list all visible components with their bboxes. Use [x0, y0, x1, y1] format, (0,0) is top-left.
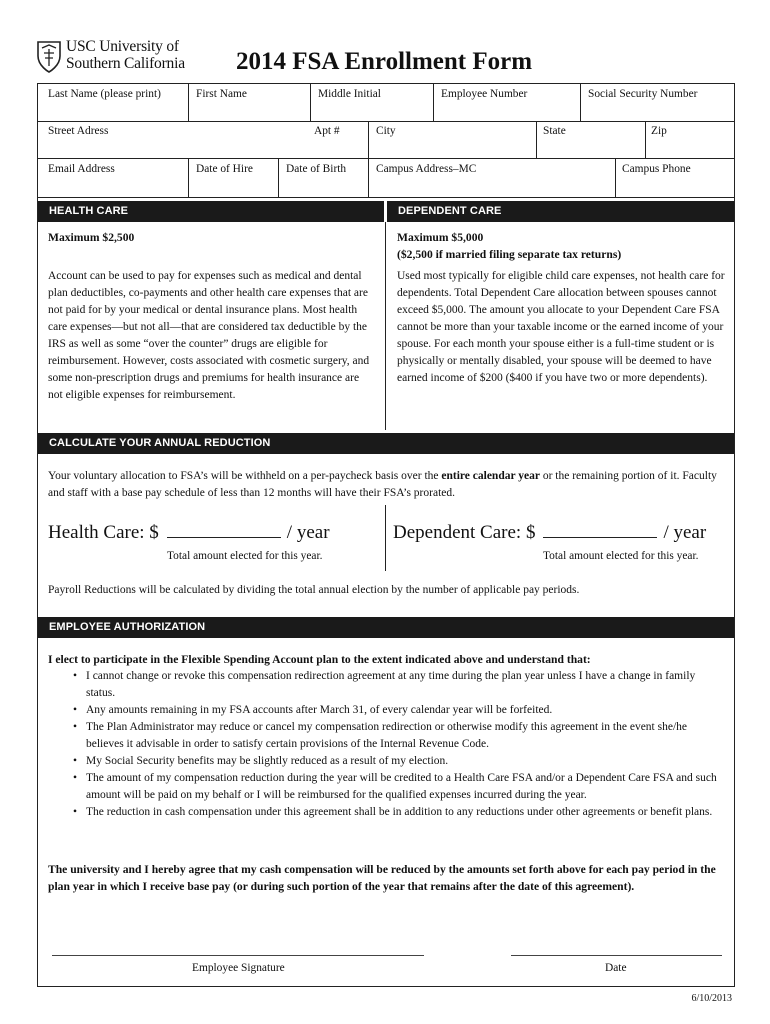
list-item: • My Social Security benefits may be slightly reduced as a result of my election. — [86, 753, 726, 770]
field-campus-phone[interactable]: Campus Phone — [622, 163, 691, 175]
authorization-terms-list — [72, 668, 726, 821]
agreement-statement: The university and I hereby agree that my cash compensation will be reduced by the amounts set forth above for each pay period in the plan year in which I receive base pay (or during such portion of the year that remains after the date of this agreement). — [48, 863, 716, 893]
form-title: 2014 FSA Enrollment Form — [236, 48, 533, 75]
health-care-amount: Health Care: $ / year — [48, 522, 330, 543]
field-street-address[interactable]: Street Adress — [48, 125, 109, 137]
list-item: • Any amounts remaining in my FSA accounts after March 31, of every calendar year will be forfeited. — [86, 702, 726, 719]
health-care-maximum: Maximum $2,500 — [48, 231, 135, 244]
grid-divider — [278, 158, 279, 197]
dependent-care-amount: Dependent Care: $ / year — [393, 522, 707, 543]
grid-divider — [37, 158, 735, 159]
grid-divider — [368, 121, 369, 197]
annual-reduction-heading: CALCULATE YOUR ANNUAL REDUCTION — [38, 433, 734, 454]
field-state[interactable]: State — [543, 125, 566, 137]
field-first-name[interactable]: First Name — [196, 88, 247, 100]
list-item: • The Plan Administrator may reduce or cancel my compensation redirection or otherwise modify this agreement in the event she/he believes it advisable in order to satisfy certain provisions of the Internal Revenue Code. — [86, 719, 726, 753]
grid-divider — [188, 83, 189, 121]
revision-date: 6/10/2013 — [691, 993, 732, 1004]
dependent-care-description: Used most typically for eligible child care expenses, not health care for dependents. Total Dependent Care allocation between spouses cannot exceed $5,000. The amount you allocate to your Dependent Care FSA cannot be more than your taxable income or the earned income of your spouse. For each month your spouse either is a full-time student or is physically or mentally disabled, your spouse will be deemed to have earned income of $200 ($400 if you have two or more dependents). — [397, 270, 725, 384]
grid-divider — [310, 83, 311, 121]
signature-line[interactable] — [52, 955, 424, 956]
payroll-reductions-note: Payroll Reductions will be calculated by dividing the total annual election by the number of applicable pay periods. — [48, 584, 580, 596]
field-city[interactable]: City — [376, 125, 396, 137]
grid-divider — [645, 121, 646, 158]
field-employee-number[interactable]: Employee Number — [441, 88, 528, 100]
dependent-care-maximum: Maximum $5,000 — [397, 231, 484, 244]
health-care-amount-input[interactable] — [167, 521, 281, 538]
amount-divider — [385, 505, 386, 571]
usc-seal-icon — [36, 40, 62, 74]
list-item: • I cannot change or revoke this compensation redirection agreement at any time during the plan year unless I have a change in family status. — [86, 668, 726, 702]
field-ssn[interactable]: Social Security Number — [588, 88, 698, 100]
field-middle-initial[interactable]: Middle Initial — [318, 88, 381, 100]
entire-calendar-year-emphasis: entire calendar year — [441, 470, 540, 482]
field-date-of-hire[interactable]: Date of Hire — [196, 163, 253, 175]
list-item: • The amount of my compensation reduction during the year will be credited to a Health Care FSA and/or a Dependent Care FSA and such amount will be paid on my behalf or I will be reimbursed for the qualified expenses incurred during the year. — [86, 770, 726, 804]
usc-logo — [36, 38, 196, 78]
grid-divider — [37, 197, 735, 198]
signature-label: Employee Signature — [192, 962, 285, 974]
grid-divider — [37, 121, 735, 122]
field-apt[interactable]: Apt # — [314, 125, 340, 137]
date-line[interactable] — [511, 955, 722, 956]
field-campus-address[interactable]: Campus Address–MC — [376, 163, 477, 175]
authorization-heading: EMPLOYEE AUTHORIZATION — [38, 617, 734, 638]
health-care-heading: HEALTH CARE — [38, 201, 384, 222]
column-divider — [385, 222, 386, 430]
health-care-total-note: Total amount elected for this year. — [167, 550, 323, 562]
logo-line1: USC University of — [66, 38, 179, 55]
list-item: • The reduction in cash compensation under this agreement shall be in addition to any reductions under other agreements or benefit plans. — [86, 804, 726, 821]
date-label: Date — [605, 962, 627, 974]
grid-divider — [536, 121, 537, 158]
grid-divider — [615, 158, 616, 197]
authorization-lead: I elect to participate in the Flexible Spending Account plan to the extent indicated above and understand that: — [48, 653, 591, 666]
field-email[interactable]: Email Address — [48, 163, 115, 175]
dependent-care-amount-input[interactable] — [543, 521, 657, 538]
dependent-care-total-note: Total amount elected for this year. — [543, 550, 699, 562]
annual-reduction-intro: Your voluntary allocation to FSA’s will be withheld on a per-paycheck basis over the entire calendar year or the remaining portion of it. Faculty and staff with a base pay schedule of less than 12 months will have their FSA’s prorated. — [48, 470, 717, 499]
logo-line2: Southern California — [66, 55, 185, 72]
field-date-of-birth[interactable]: Date of Birth — [286, 163, 347, 175]
field-zip[interactable]: Zip — [651, 125, 667, 137]
grid-divider — [433, 83, 434, 121]
dependent-care-heading: DEPENDENT CARE — [387, 201, 734, 222]
field-last-name[interactable]: Last Name (please print) — [48, 88, 161, 100]
grid-divider — [580, 83, 581, 121]
grid-divider — [188, 158, 189, 197]
health-care-description: Account can be used to pay for expenses such as medical and dental plan deductibles, co-payments and other health care expenses that are not paid for by your medical or dental insurance plans. Most health care expenses—but not all—that are considered tax deductible by the IRS as well as some “over the counter” drugs are eligible for reimbursement. However, costs associated with cosmetic surgery, and some non-prescription drugs and premiums for health insurance are not eligible expenses for reimbursement. — [48, 270, 370, 401]
dependent-care-maximum-note: ($2,500 if married filing separate tax returns) — [397, 248, 622, 261]
